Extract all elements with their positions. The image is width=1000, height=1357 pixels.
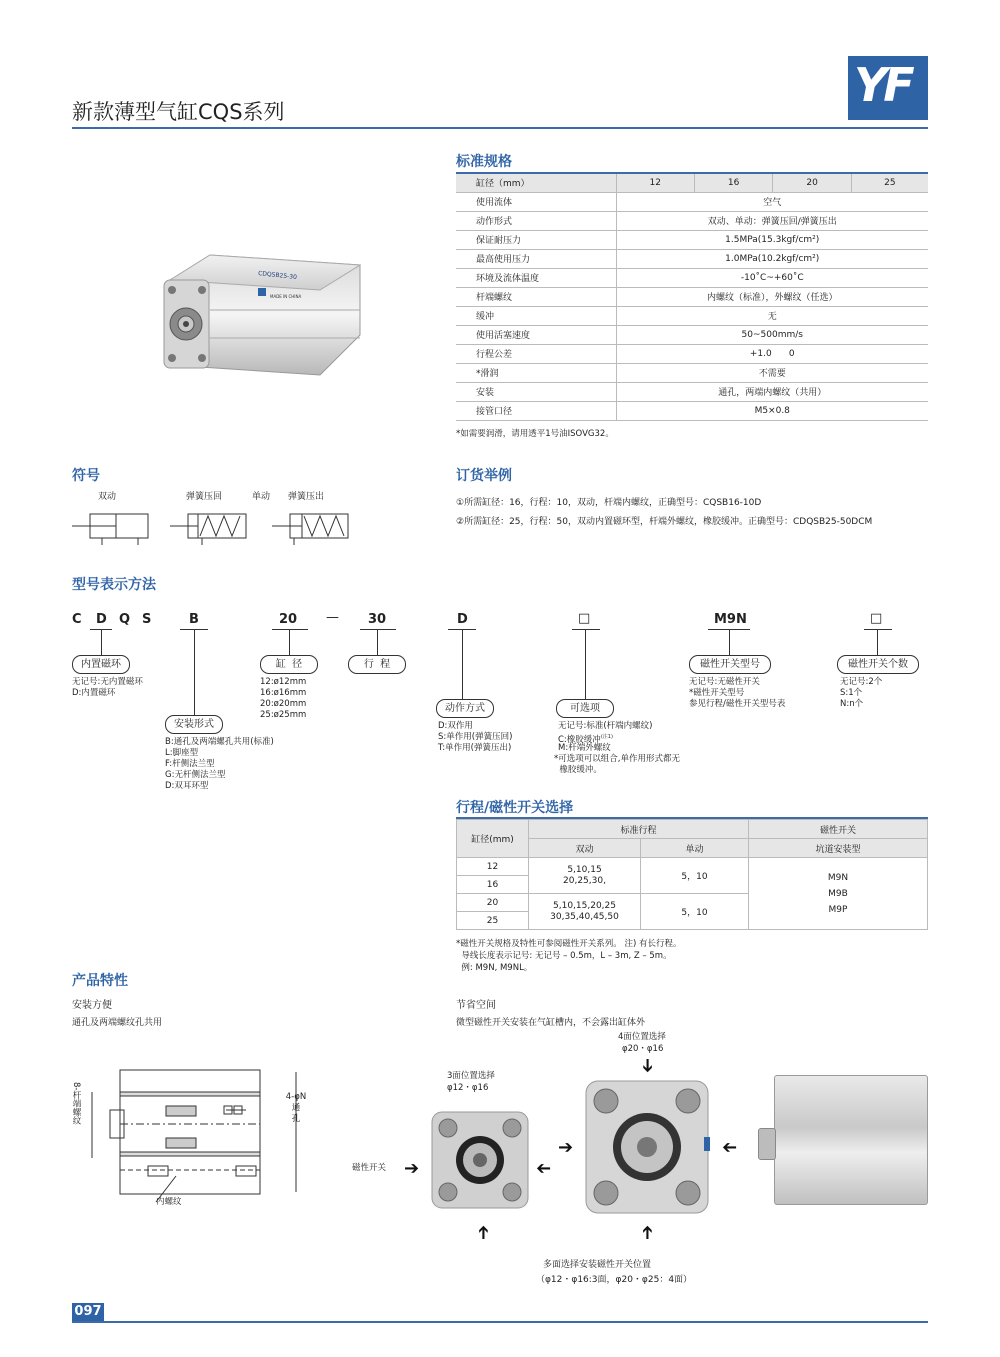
action-option-3: T:单作用(弹簧压出)	[438, 743, 512, 753]
connector-line	[101, 630, 102, 656]
mounting-drawing-icon	[86, 1062, 316, 1212]
option-line-4: *可选项可以组合,单作用形式都无	[554, 754, 680, 764]
spec-row	[456, 192, 928, 211]
switch-option-2: *磁性开关型号	[689, 688, 745, 698]
stroke-bore-16: 16	[457, 876, 529, 894]
spec-table	[456, 172, 928, 421]
magnet-option-1: 无记号:无内置磁环	[72, 677, 143, 687]
dim-left-label: 8-杆端螺纹	[71, 1082, 81, 1125]
spec-row-value: 双动、单动：弹簧压回/弹簧压出	[616, 211, 928, 230]
code-action: D	[457, 612, 468, 627]
symbol-label-double: 双动	[98, 492, 117, 502]
code-s: S	[142, 612, 152, 627]
arrow-up-icon: ➔	[637, 1224, 659, 1241]
connector-line	[729, 630, 730, 656]
model-section-title: 型号表示方法	[72, 577, 156, 593]
stroke-single-b: 5，10	[641, 894, 749, 930]
stroke-bore-25: 25	[457, 912, 529, 930]
bore-option-3: 20:ø20mm	[260, 699, 307, 709]
spec-header-row	[456, 173, 928, 192]
cylinder-photo-icon	[160, 250, 370, 380]
product-model-label: CDQSB25-30	[257, 269, 298, 282]
mount-option-5: D:双耳环型	[165, 781, 209, 791]
code-underline	[272, 629, 308, 630]
connector-line	[877, 630, 878, 656]
title-rule	[72, 127, 928, 129]
spec-row	[456, 230, 928, 249]
option-line-1: 无记号:标准(杆端内螺纹)	[558, 721, 653, 731]
three-face-cylinder-icon	[430, 1110, 530, 1210]
order-example-2: ②所需缸径：25，行程：50，双动内置磁环型，杆端外螺纹，橡胶缓冲。正确型号：CDQSB25-50DCM	[456, 517, 873, 527]
option-line-3: M:杆端外螺纹	[558, 743, 611, 753]
magnet-box: 内置磁环	[72, 655, 130, 674]
switch-m9n: M9N	[827, 872, 849, 883]
spec-row	[456, 344, 928, 363]
brand-logo	[848, 56, 928, 120]
connector-line	[194, 630, 195, 716]
spec-row-value: M5×0.8	[616, 401, 928, 420]
spec-row-label: 使用流体	[456, 192, 616, 211]
product-photo	[160, 250, 370, 380]
stroke-double-b: 5,10,15,20,25 30,35,40,45,50	[529, 894, 641, 930]
spec-row-value: 内螺纹（标准），外螺纹（任选）	[616, 287, 928, 306]
spec-row	[456, 287, 928, 306]
spec-row-label: 环境及流体温度	[456, 268, 616, 287]
code-bore: 20	[279, 612, 298, 627]
connector-line	[462, 630, 463, 700]
option-box: 可选项	[556, 699, 614, 718]
spec-row	[456, 306, 928, 325]
spec-row-value: 无	[616, 306, 928, 325]
spec-row-value: 不需要	[616, 363, 928, 382]
logo-text: YF	[854, 58, 911, 112]
bore-16: 16	[694, 173, 772, 192]
stroke-table	[456, 819, 928, 930]
code-c: C	[72, 612, 82, 627]
spec-row	[456, 401, 928, 420]
option-line-2-text: C:橡胶缓冲	[558, 734, 601, 745]
multi-face-title: 多面选择安装磁性开关位置	[543, 1260, 652, 1270]
spec-footnote: *如需要润滑，请用透平1号油ISOVG32。	[456, 429, 614, 439]
spec-row	[456, 325, 928, 344]
option-sup: (注1)	[600, 734, 613, 740]
arrow-left-icon: ➔	[536, 1158, 552, 1179]
connector-line	[585, 630, 586, 700]
multi-face-desc: （φ12・φ16:3面，φ20・φ25：4面）	[536, 1275, 693, 1285]
side-cylinder-photo	[774, 1075, 928, 1205]
feature-left-desc: 通孔及两端螺纹孔共用	[72, 1018, 163, 1028]
spec-section-title: 标准规格	[456, 154, 512, 170]
bore-12: 12	[616, 173, 694, 192]
three-face-sizes: φ12・φ16	[447, 1083, 489, 1093]
spec-row-value: 50~500mm/s	[616, 325, 928, 344]
spec-row-label: 行程公差	[456, 344, 616, 363]
bore-option-1: 12:ø12mm	[260, 677, 307, 687]
spec-row	[456, 211, 928, 230]
spec-row-label: 安装	[456, 382, 616, 401]
switch-label: 磁性开关	[352, 1163, 387, 1173]
switch-m9b: M9B	[828, 888, 848, 899]
feature-right-title: 节省空间	[456, 1000, 496, 1011]
spec-row-label: *滑润	[456, 363, 616, 382]
code-dash: —	[326, 610, 339, 625]
arrow-right-icon: ➔	[404, 1158, 420, 1179]
stroke-h-single: 单动	[641, 839, 749, 858]
spec-row	[456, 382, 928, 401]
page-number: 097	[72, 1303, 104, 1321]
mount-option-1: B:通孔及两端螺孔共用(标准)	[165, 737, 274, 747]
stroke-note-3: 例: M9N, M9NL。	[456, 963, 533, 973]
spec-row-value: 1.0MPa(10.2kgf/cm²)	[616, 249, 928, 268]
spec-row-value: 通孔，两端内螺纹（共用）	[616, 382, 928, 401]
feature-right-desc: 微型磁性开关安装在气缸槽内，不会露出缸体外	[456, 1018, 646, 1028]
side-cylinder-rod	[758, 1128, 776, 1160]
option-line-5: 橡胶缓冲。	[554, 765, 602, 775]
stroke-bore-20: 20	[457, 894, 529, 912]
count-option-2: S:1个	[840, 688, 863, 698]
connector-line	[289, 630, 290, 656]
bore-25: 25	[851, 173, 928, 192]
dim-hole-label: 4-φN 通 孔	[285, 1092, 307, 1124]
stroke-double-a: 5,10,15 20,25,30,	[529, 858, 641, 894]
switch-m9p: M9P	[828, 904, 848, 915]
switch-option-3: 参见行程/磁性开关型号表	[689, 699, 786, 709]
code-stroke: 30	[368, 612, 387, 627]
stroke-single-a: 5，10	[641, 858, 749, 894]
spec-row	[456, 268, 928, 287]
mount-option-2: L:脚座型	[165, 748, 199, 758]
connector-line	[377, 630, 378, 656]
switch-box: 磁性开关型号	[689, 655, 771, 674]
four-face-cylinder-icon	[584, 1079, 710, 1215]
symbol-label-spring-return: 弹簧压回	[186, 492, 223, 502]
stroke-note-1: *磁性开关规格及特性可参阅磁性开关系列。 注) 有长行程。	[456, 939, 682, 949]
code-option: □	[578, 611, 591, 626]
code-underline	[572, 629, 600, 630]
spec-row-label: 缓冲	[456, 306, 616, 325]
bore-option-2: 16:ø16mm	[260, 688, 307, 698]
stroke-h-mount: 坑道安装型	[749, 839, 928, 858]
arrow-up-icon: ➔	[473, 1224, 495, 1241]
count-option-3: N:n个	[840, 699, 864, 709]
spec-row-value: 空气	[616, 192, 928, 211]
pneumatic-symbol-icon	[72, 508, 362, 546]
code-q: Q	[119, 612, 131, 627]
stroke-bore-12: 12	[457, 858, 529, 876]
bore-option-4: 25:ø25mm	[260, 710, 307, 720]
count-box: 磁性开关个数	[837, 655, 919, 674]
four-face-sizes: φ20・φ16	[622, 1044, 664, 1054]
four-face-label: 4面位置选择	[618, 1032, 666, 1042]
stroke-h-bore: 缸径(mm)	[457, 820, 529, 858]
page-title: 新款薄型气缸CQS系列	[72, 100, 285, 124]
three-face-label: 3面位置选择	[447, 1071, 495, 1081]
spec-row	[456, 363, 928, 382]
stroke-switch-cell	[749, 858, 928, 930]
stroke-note-2: 导线长度表示记号: 无记号 – 0.5m，L – 3m, Z – 5m。	[456, 951, 672, 961]
symbol-label-single: 单动	[252, 492, 271, 502]
stroke-h-double: 双动	[529, 839, 641, 858]
order-example-1: ①所需缸径：16，行程：10，双动，杆端内螺纹，正确型号：CQSB16-10D	[456, 498, 762, 508]
switch-option-1: 无记号:无磁性开关	[689, 677, 760, 687]
spec-header-label: 缸径（mm）	[456, 173, 616, 192]
code-underline	[360, 629, 396, 630]
spec-row-value: +1.0 0	[616, 344, 928, 363]
bore-box: 缸 径	[260, 655, 318, 674]
stroke-h-switch: 磁性开关	[749, 820, 928, 839]
code-count: □	[870, 611, 883, 626]
spec-row-label: 杆端螺纹	[456, 287, 616, 306]
spec-row-label: 动作形式	[456, 211, 616, 230]
arrow-down-icon: ➔	[637, 1057, 659, 1074]
mount-option-4: G:无杆侧法兰型	[165, 770, 226, 780]
order-section-title: 订货举例	[456, 468, 512, 484]
features-section-title: 产品特性	[72, 973, 128, 989]
footer-rule	[72, 1321, 928, 1323]
spec-row-label: 使用活塞速度	[456, 325, 616, 344]
mount-box: 安装形式	[165, 715, 223, 734]
action-option-1: D:双作用	[438, 721, 473, 731]
spec-row-label: 接管口径	[456, 401, 616, 420]
stroke-box: 行 程	[348, 655, 406, 674]
arrow-right-icon: ➔	[558, 1137, 574, 1158]
code-switch: M9N	[714, 612, 747, 627]
code-b: B	[189, 612, 199, 627]
magnet-option-2: D:内置磁环	[72, 688, 116, 698]
code-underline	[864, 629, 892, 630]
spec-row-value: -10˚C~+60˚C	[616, 268, 928, 287]
spec-row-label: 最高使用压力	[456, 249, 616, 268]
feature-left-title: 安装方便	[72, 1000, 112, 1011]
stroke-h-std: 标准行程	[529, 820, 749, 839]
mount-option-3: F:杆侧法兰型	[165, 759, 215, 769]
stroke-table-title: 行程/磁性开关选择	[456, 800, 574, 816]
symbol-section-title: 符号	[72, 468, 100, 484]
code-d: D	[96, 612, 107, 627]
spec-row	[456, 249, 928, 268]
spec-row-value: 1.5MPa(15.3kgf/cm²)	[616, 230, 928, 249]
product-maker-label: MADE IN CHINA	[270, 294, 302, 299]
action-option-2: S:单作用(弹簧压回)	[438, 732, 513, 742]
arrow-left-icon: ➔	[722, 1137, 738, 1158]
dim-thread-label: 内螺纹	[156, 1197, 182, 1207]
bore-20: 20	[773, 173, 851, 192]
symbol-label-spring-extend: 弹簧压出	[288, 492, 325, 502]
action-box: 动作方式	[436, 699, 494, 718]
spec-row-label: 保证耐压力	[456, 230, 616, 249]
count-option-1: 无记号:2个	[840, 677, 883, 687]
